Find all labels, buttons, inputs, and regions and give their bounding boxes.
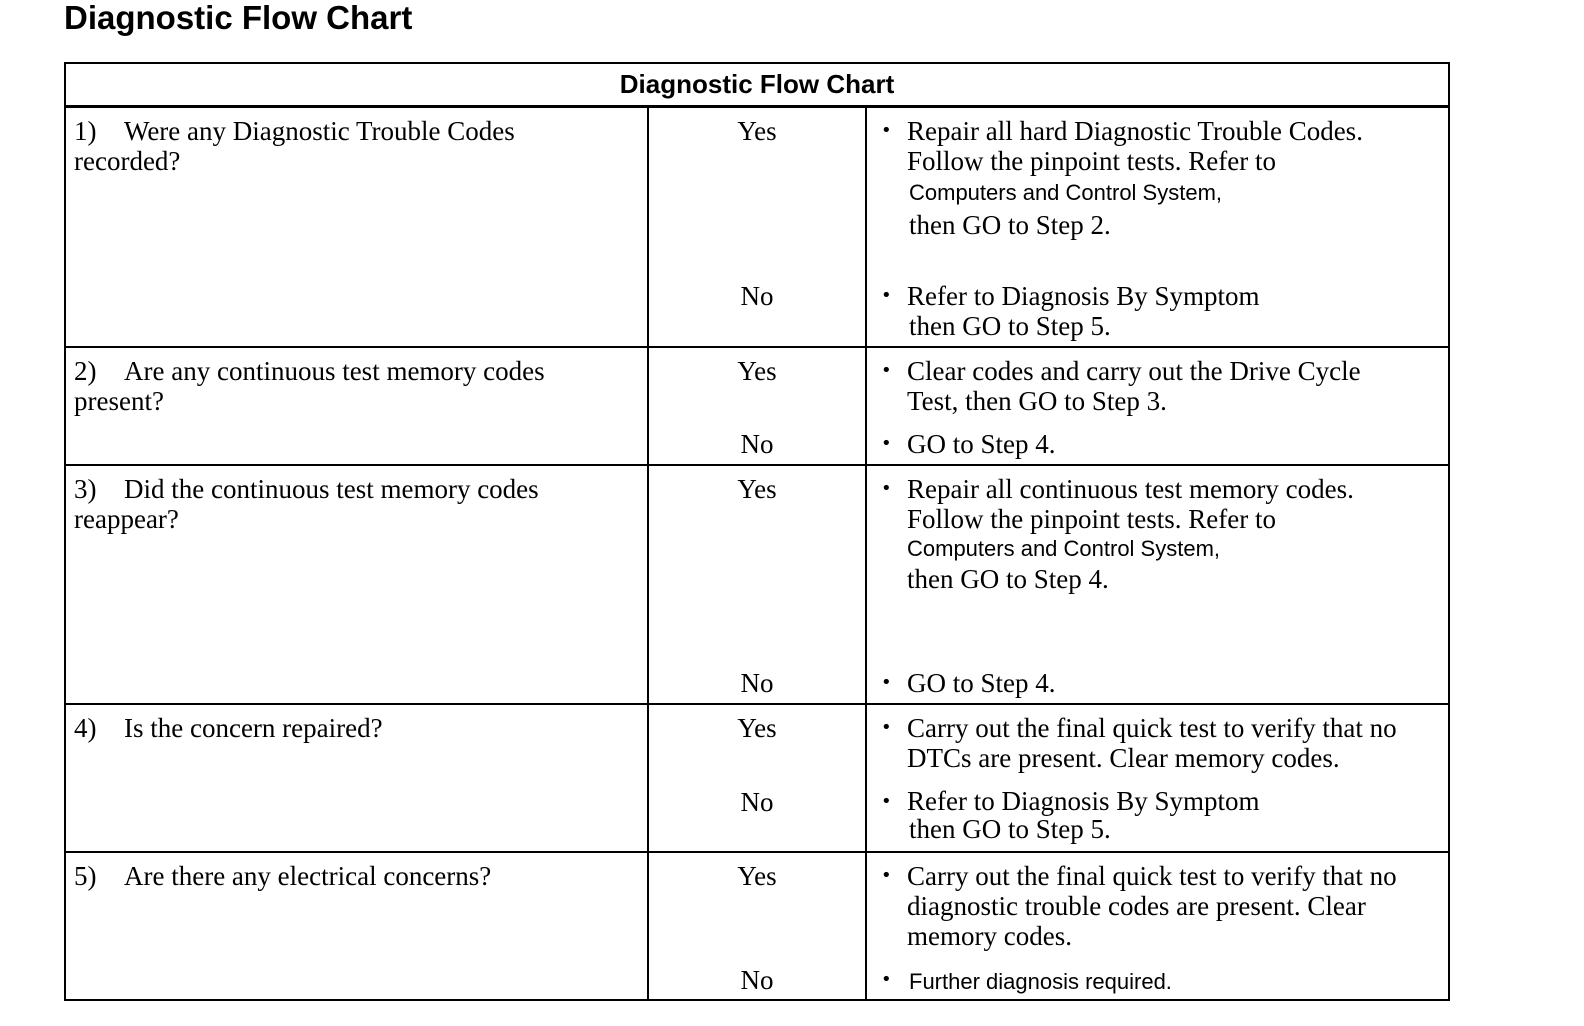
step-number: 3) <box>74 474 97 504</box>
question-text <box>74 713 614 743</box>
bullet-icon: • <box>881 672 892 693</box>
bullet-icon: • <box>881 433 892 454</box>
action-line: Carry out the final quick test to verify that no <box>907 861 1397 891</box>
action-line: GO to Step 4. <box>907 668 1056 698</box>
no-label: No <box>740 429 774 459</box>
table-row-step-4 <box>66 705 1448 853</box>
answer-cell <box>649 108 867 346</box>
answer-cell <box>649 705 867 851</box>
action-cell <box>867 108 1448 346</box>
question-text <box>74 356 614 416</box>
yes-label: Yes <box>737 861 777 891</box>
action-cell <box>867 348 1448 464</box>
action-line: diagnostic trouble codes are present. Clear <box>907 891 1366 921</box>
action-line: Test, then GO to Step 3. <box>907 386 1167 416</box>
bullet-icon: • <box>881 969 892 990</box>
action-line: DTCs are present. Clear memory codes. <box>907 743 1340 773</box>
no-action <box>881 965 1441 999</box>
action-line: Repair all continuous test memory codes. <box>907 474 1354 504</box>
question-line: Are any continuous test memory codes <box>124 356 545 386</box>
action-line: Clear codes and carry out the Drive Cycle <box>907 356 1361 386</box>
bullet-icon: • <box>881 717 892 738</box>
no-label: No <box>740 787 774 817</box>
action-cell <box>867 466 1448 703</box>
table-row-step-3 <box>66 466 1448 705</box>
table-row-step-5 <box>66 853 1448 999</box>
question-cell <box>66 348 649 464</box>
question-text <box>74 474 614 534</box>
step-number: 2) <box>74 356 97 386</box>
question-text <box>74 116 614 176</box>
question-cell <box>66 466 649 703</box>
question-cell <box>66 108 649 346</box>
no-action <box>881 429 1441 459</box>
action-line: Repair all hard Diagnostic Trouble Codes. <box>907 116 1363 146</box>
no-label: No <box>740 281 774 311</box>
answer-cell <box>649 466 867 703</box>
action-line: GO to Step 4. <box>907 429 1056 459</box>
no-action <box>881 281 1441 341</box>
yes-action <box>881 861 1441 951</box>
question-line: Were any Diagnostic Trouble Codes <box>124 116 515 146</box>
bullet-icon: • <box>881 865 892 886</box>
diagnostic-flow-table <box>64 62 1450 1001</box>
table-row-step-2 <box>66 348 1448 466</box>
question-line: Are there any electrical concerns? <box>124 861 492 891</box>
action-line-reference: Computers and Control System, <box>907 536 1221 561</box>
answer-cell <box>649 853 867 999</box>
question-line: Is the concern repaired? <box>124 713 383 743</box>
no-action <box>881 668 1441 698</box>
action-line: then GO to Step 5. <box>909 311 1111 341</box>
table-header: Diagnostic Flow Chart <box>66 64 1448 108</box>
table-row-step-1 <box>66 108 1448 348</box>
yes-label: Yes <box>737 474 777 504</box>
question-line: recorded? <box>74 146 181 176</box>
step-number: 4) <box>74 713 97 743</box>
yes-action <box>881 474 1441 594</box>
page-title: Diagnostic Flow Chart <box>64 0 413 36</box>
action-line: then GO to Step 2. <box>909 210 1111 240</box>
yes-label: Yes <box>737 713 777 743</box>
action-line-reference: Computers and Control System, <box>909 180 1223 205</box>
action-line: memory codes. <box>907 921 1072 951</box>
bullet-icon: • <box>881 791 892 812</box>
bullet-icon: • <box>881 120 892 141</box>
question-cell <box>66 853 649 999</box>
action-cell <box>867 853 1448 999</box>
step-number: 1) <box>74 116 97 146</box>
action-line: Carry out the final quick test to verify that no <box>907 713 1397 743</box>
answer-cell <box>649 348 867 464</box>
yes-label: Yes <box>737 356 777 386</box>
yes-action <box>881 713 1441 773</box>
yes-label: Yes <box>737 116 777 146</box>
question-line: Did the continuous test memory codes <box>124 474 539 504</box>
no-label: No <box>740 668 774 698</box>
action-line: then GO to Step 4. <box>907 564 1109 594</box>
bullet-icon: • <box>881 285 892 306</box>
question-text <box>74 861 614 891</box>
action-line: Further diagnosis required. <box>909 969 1172 994</box>
action-cell <box>867 705 1448 851</box>
yes-action <box>881 116 1441 240</box>
action-line: Follow the pinpoint tests. Refer to <box>907 146 1276 176</box>
no-label: No <box>740 965 774 995</box>
question-line: reappear? <box>74 504 179 534</box>
bullet-icon: • <box>881 360 892 381</box>
step-number: 5) <box>74 861 97 891</box>
action-line: Refer to Diagnosis By Symptom <box>907 281 1260 311</box>
yes-action <box>881 356 1441 416</box>
action-line: Follow the pinpoint tests. Refer to <box>907 504 1276 534</box>
question-line: present? <box>74 386 164 416</box>
action-line: Refer to Diagnosis By Symptom <box>907 786 1260 816</box>
no-action <box>881 787 1441 843</box>
bullet-icon: • <box>881 478 892 499</box>
action-line: then GO to Step 5. <box>909 814 1111 844</box>
question-cell <box>66 705 649 851</box>
